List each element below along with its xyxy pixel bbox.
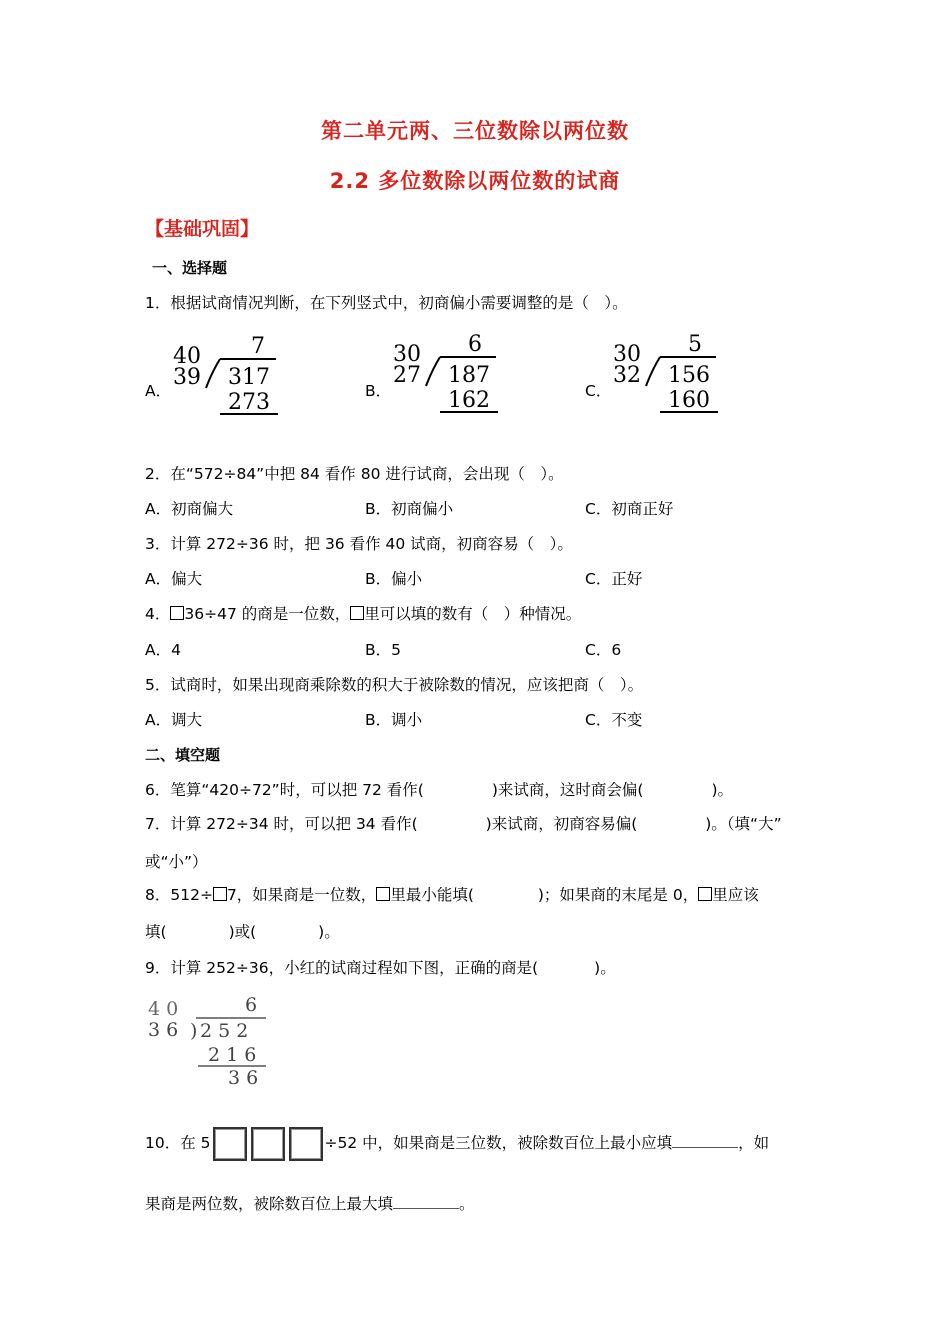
fig-a-product: 273 [228,390,270,415]
fig-c-top: 30 [613,342,641,367]
q1-option-a-figure [168,332,288,422]
page-subtitle: 2.2 多位数除以两位数的试商 [329,169,621,193]
q1-option-a-label: A． [145,382,172,400]
fig-c-dividend: 156 [668,363,710,388]
q7-text-line2: 或“小”） [145,853,208,871]
digit-box[interactable] [213,1127,247,1161]
fig9-quotient: 6 [245,994,258,1016]
q2-option-b: B．初商偏小 [365,500,454,518]
blank-square-icon [213,887,227,901]
digit-box[interactable] [251,1127,285,1161]
fig-b-dividend: 187 [448,363,490,388]
fig9-dividend: 2 5 2 [200,1020,249,1042]
section-heading: 【基础巩固】 [145,218,260,240]
fig9-remainder: 3 6 [228,1067,259,1089]
fig9-top: 4 0 [148,998,179,1020]
fig-c-product: 160 [668,388,710,413]
q4-option-c: C．6 [585,641,622,659]
q1-option-c-label: C． [585,382,612,400]
q9-figure [148,994,278,1089]
q5-option-b: B．调小 [365,711,423,729]
q10-text: 10．在 5 ÷52 中，如果商是三位数，被除数百位上最小应填 ，如 [145,1125,769,1161]
q2-option-c: C．初商正好 [585,500,674,518]
q1-option-b-label: B． [365,382,392,400]
q4-option-b: B．5 [365,641,401,659]
q3-option-a: A．偏大 [145,570,203,588]
fig-b-quotient: 6 [468,332,482,357]
q1-option-c-figure [608,330,728,420]
q3-option-c: C．正好 [585,570,643,588]
fig-a-dividend: 317 [228,365,270,390]
blank-square-icon [698,887,712,901]
fig-b-product: 162 [448,388,490,413]
q4-text: 4． 36÷47 的商是一位数， 里可以填的数有（ ）种情况。 [145,605,582,623]
q7-text: 7．计算 272÷34 时，可以把 34 看作( )来试商，初商容易偏( )。（填“大” [145,815,782,833]
q2-text: 2．在“572÷84”中把 84 看作 80 进行试商，会出现（ ）。 [145,465,564,483]
q2-option-a: A．初商偏大 [145,500,234,518]
q3-text: 3．计算 272÷36 时，把 36 看作 40 试商，初商容易（ ）。 [145,535,573,553]
svg-text:): ) [190,1020,198,1042]
q5-text: 5．试商时，如果出现商乘除数的积大于被除数的情况，应该把商（ ）。 [145,676,644,694]
q9-text: 9．计算 252÷36，小红的试商过程如下图，正确的商是( )。 [145,959,616,977]
part2-heading: 二、填空题 [145,746,221,764]
fig9-divisor: 3 6 [148,1019,179,1041]
part1-heading: 一、选择题 [152,259,228,277]
q10-blank-2[interactable] [393,1190,459,1209]
fig-c-divisor: 32 [613,363,641,388]
fig9-product: 2 1 6 [208,1044,257,1066]
page-title: 第二单元两、三位数除以两位数 [321,119,629,143]
fig-a-top: 40 [173,344,201,369]
digit-box[interactable] [289,1127,323,1161]
q10-blank-1[interactable] [672,1129,738,1148]
blank-square-icon [376,887,390,901]
q4-option-a: A．4 [145,641,181,659]
blank-square-icon [170,606,184,620]
q1-option-b-figure [388,330,508,420]
q5-option-a: A．调大 [145,711,203,729]
fig-b-divisor: 27 [393,363,421,388]
q1-text: 1．根据试商情况判断，在下列竖式中，初商偏小需要调整的是（ ）。 [145,294,628,312]
q5-option-c: C．不变 [585,711,643,729]
q8-text: 8．512÷ 7，如果商是一位数， 里最小能填( )；如果商的末尾是 0， 里应该 [145,886,759,904]
q10-text-line2: 果商是两位数，被除数百位上最大填 。 [145,1190,475,1214]
fig-c-quotient: 5 [688,332,702,357]
q6-text: 6．笔算“420÷72”时，可以把 72 看作( )来试商，这时商会偏( )。 [145,781,734,799]
blank-square-icon [350,606,364,620]
q3-option-b: B．偏小 [365,570,423,588]
fig-a-quotient: 7 [251,334,265,359]
q8-text-line2: 填( )或( )。 [145,923,340,941]
fig-b-top: 30 [393,342,421,367]
fig-a-divisor: 39 [173,365,201,390]
